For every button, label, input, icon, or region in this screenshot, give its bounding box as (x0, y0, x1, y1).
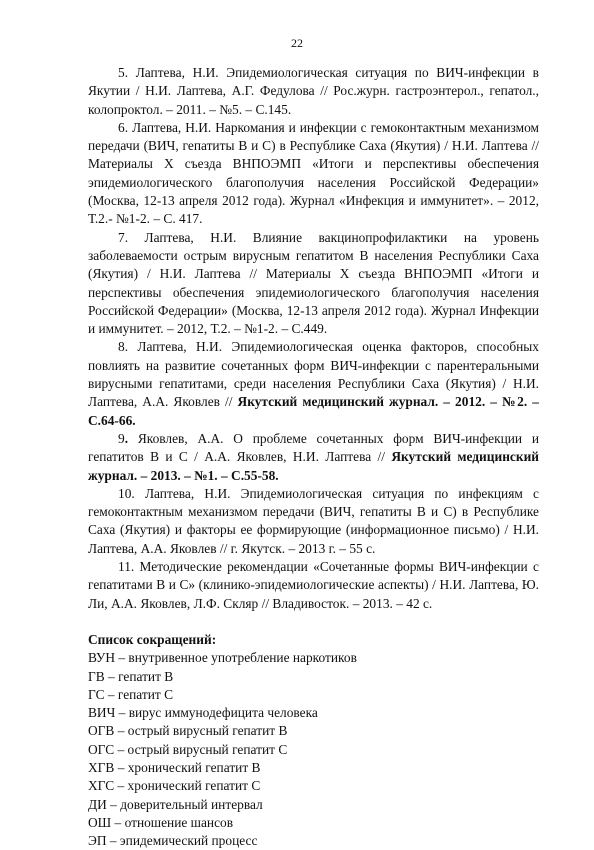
reference-text: 6. Лаптева, Н.И. Наркомания и инфекции с гемоконтактным механизмом передачи (ВИЧ, гепатиты В и С) в Республике Саха (Якутия) / Н.И. Лаптева // Материалы X съезда ВНПОЭМП «Итоги и перспективы обеспечения эпидемиологического благополучия населения Российской Федерации» (Москва, 12-13 апреля 2012 года). Журнал «Инфекция и иммунитет». – 2012, Т.2.- №1-2. – С. 417. (88, 119, 539, 227)
reference-text: 5. Лаптева, Н.И. Эпидемиологическая ситуация по ВИЧ-инфекции в Якутии / Н.И. Лаптева, А.Г. Федулова // Рос.журн. гастроэнтерол., гепатол., колопроктол. – 2011. – №5. – С.145. (88, 65, 539, 117)
abbreviation-item: ГВ – гепатит В (88, 668, 174, 684)
reference-list (88, 64, 539, 613)
abbreviation-item: ХГС – хронический гепатит С (88, 778, 261, 794)
reference-entry (88, 430, 539, 485)
abbreviations-list (88, 649, 539, 850)
reference-bold-text: Якутский медицинский журнал. – 2013. – №1. – С.55-58. (88, 449, 539, 483)
abbreviation-item: ГС – гепатит С (88, 686, 174, 702)
reference-entry (88, 338, 539, 429)
reference-entry (88, 64, 539, 119)
abbreviation-item: ВИЧ – вирус иммунодефицита человека (88, 705, 318, 721)
reference-bold-text: Якутский медицинский журнал. – 2012. – №2. – С.64-66. (88, 394, 539, 428)
abbreviation-item: ДИ – доверительный интервал (88, 796, 263, 812)
reference-text: 7. Лаптева, Н.И. Влияние вакцинопрофилактики на уровень заболеваемости острым вирусным гепатитом В населения Республики Саха (Якутия) / Н.И. Лаптева // Материалы X съезда ВНПОЭМП «Итоги и перспективы обеспечения эпидемиологического благополучия населения Российской Федерации» (Москва, 12-13 апреля 2012 года). Журнал Инфекции и иммунитет. – 2012, Т.2. – №1-2. – С.449. (88, 229, 539, 337)
abbreviations-title: Список сокращений: (88, 631, 217, 647)
abbreviation-item: ВУН – внутривенное употребление наркотиков (88, 650, 357, 666)
abbreviation-item: ОШ – отношение шансов (88, 814, 234, 830)
reference-entry (88, 229, 539, 339)
page-number: 22 (291, 36, 303, 50)
reference-entry (88, 558, 539, 613)
abbreviation-item: ХГВ – хронический гепатит В (88, 759, 261, 775)
reference-bold-text: . (124, 430, 129, 446)
reference-entry (88, 119, 539, 229)
reference-text: 8. Лаптева, Н.И. Эпидемиологическая оценка факторов, способных повлиять на развитие сочетанных форм ВИЧ-инфекции с парентеральными вирусными гепатитами, среди населения Республики Саха (Якутия) / Н.И. Лаптева, А.А. Яковлев // (88, 339, 539, 410)
document-body (88, 64, 539, 850)
abbreviations-section (88, 631, 539, 850)
abbreviation-item: ОГВ – острый вирусный гепатит В (88, 723, 288, 739)
reference-text: 9 (118, 430, 125, 446)
reference-text: Яковлев, А.А. О проблеме сочетанных форм ВИЧ-инфекции и гепатитов В и С / А.А. Яковлев, Н.И. Лаптева // (88, 430, 539, 465)
reference-text: 11. Методические рекомендации «Сочетанные формы ВИЧ-инфекции с гепатитами В и С» (клинико-эпидемиологические аспекты) / Н.И. Лаптева, Ю. Ли, А.А. Яковлев, Л.Ф. Скляр // Владивосток. – 2013. – 42 с. (88, 559, 539, 611)
abbreviation-item: ЭП – эпидемический процесс (88, 833, 258, 849)
reference-entry (88, 485, 539, 558)
abbreviation-item: ОГС – острый вирусный гепатит С (88, 741, 288, 757)
reference-text: 10. Лаптева, Н.И. Эпидемиологическая ситуация по инфекциям с гемоконтактным механизмом передачи (ВИЧ, гепатиты В и С) в Республике Саха (Якутия) и факторы ее формирующие (информационное письмо) / Н.И. Лаптева, А.А. Яковлев // г. Якутск. – 2013 г. – 55 с. (88, 485, 539, 556)
